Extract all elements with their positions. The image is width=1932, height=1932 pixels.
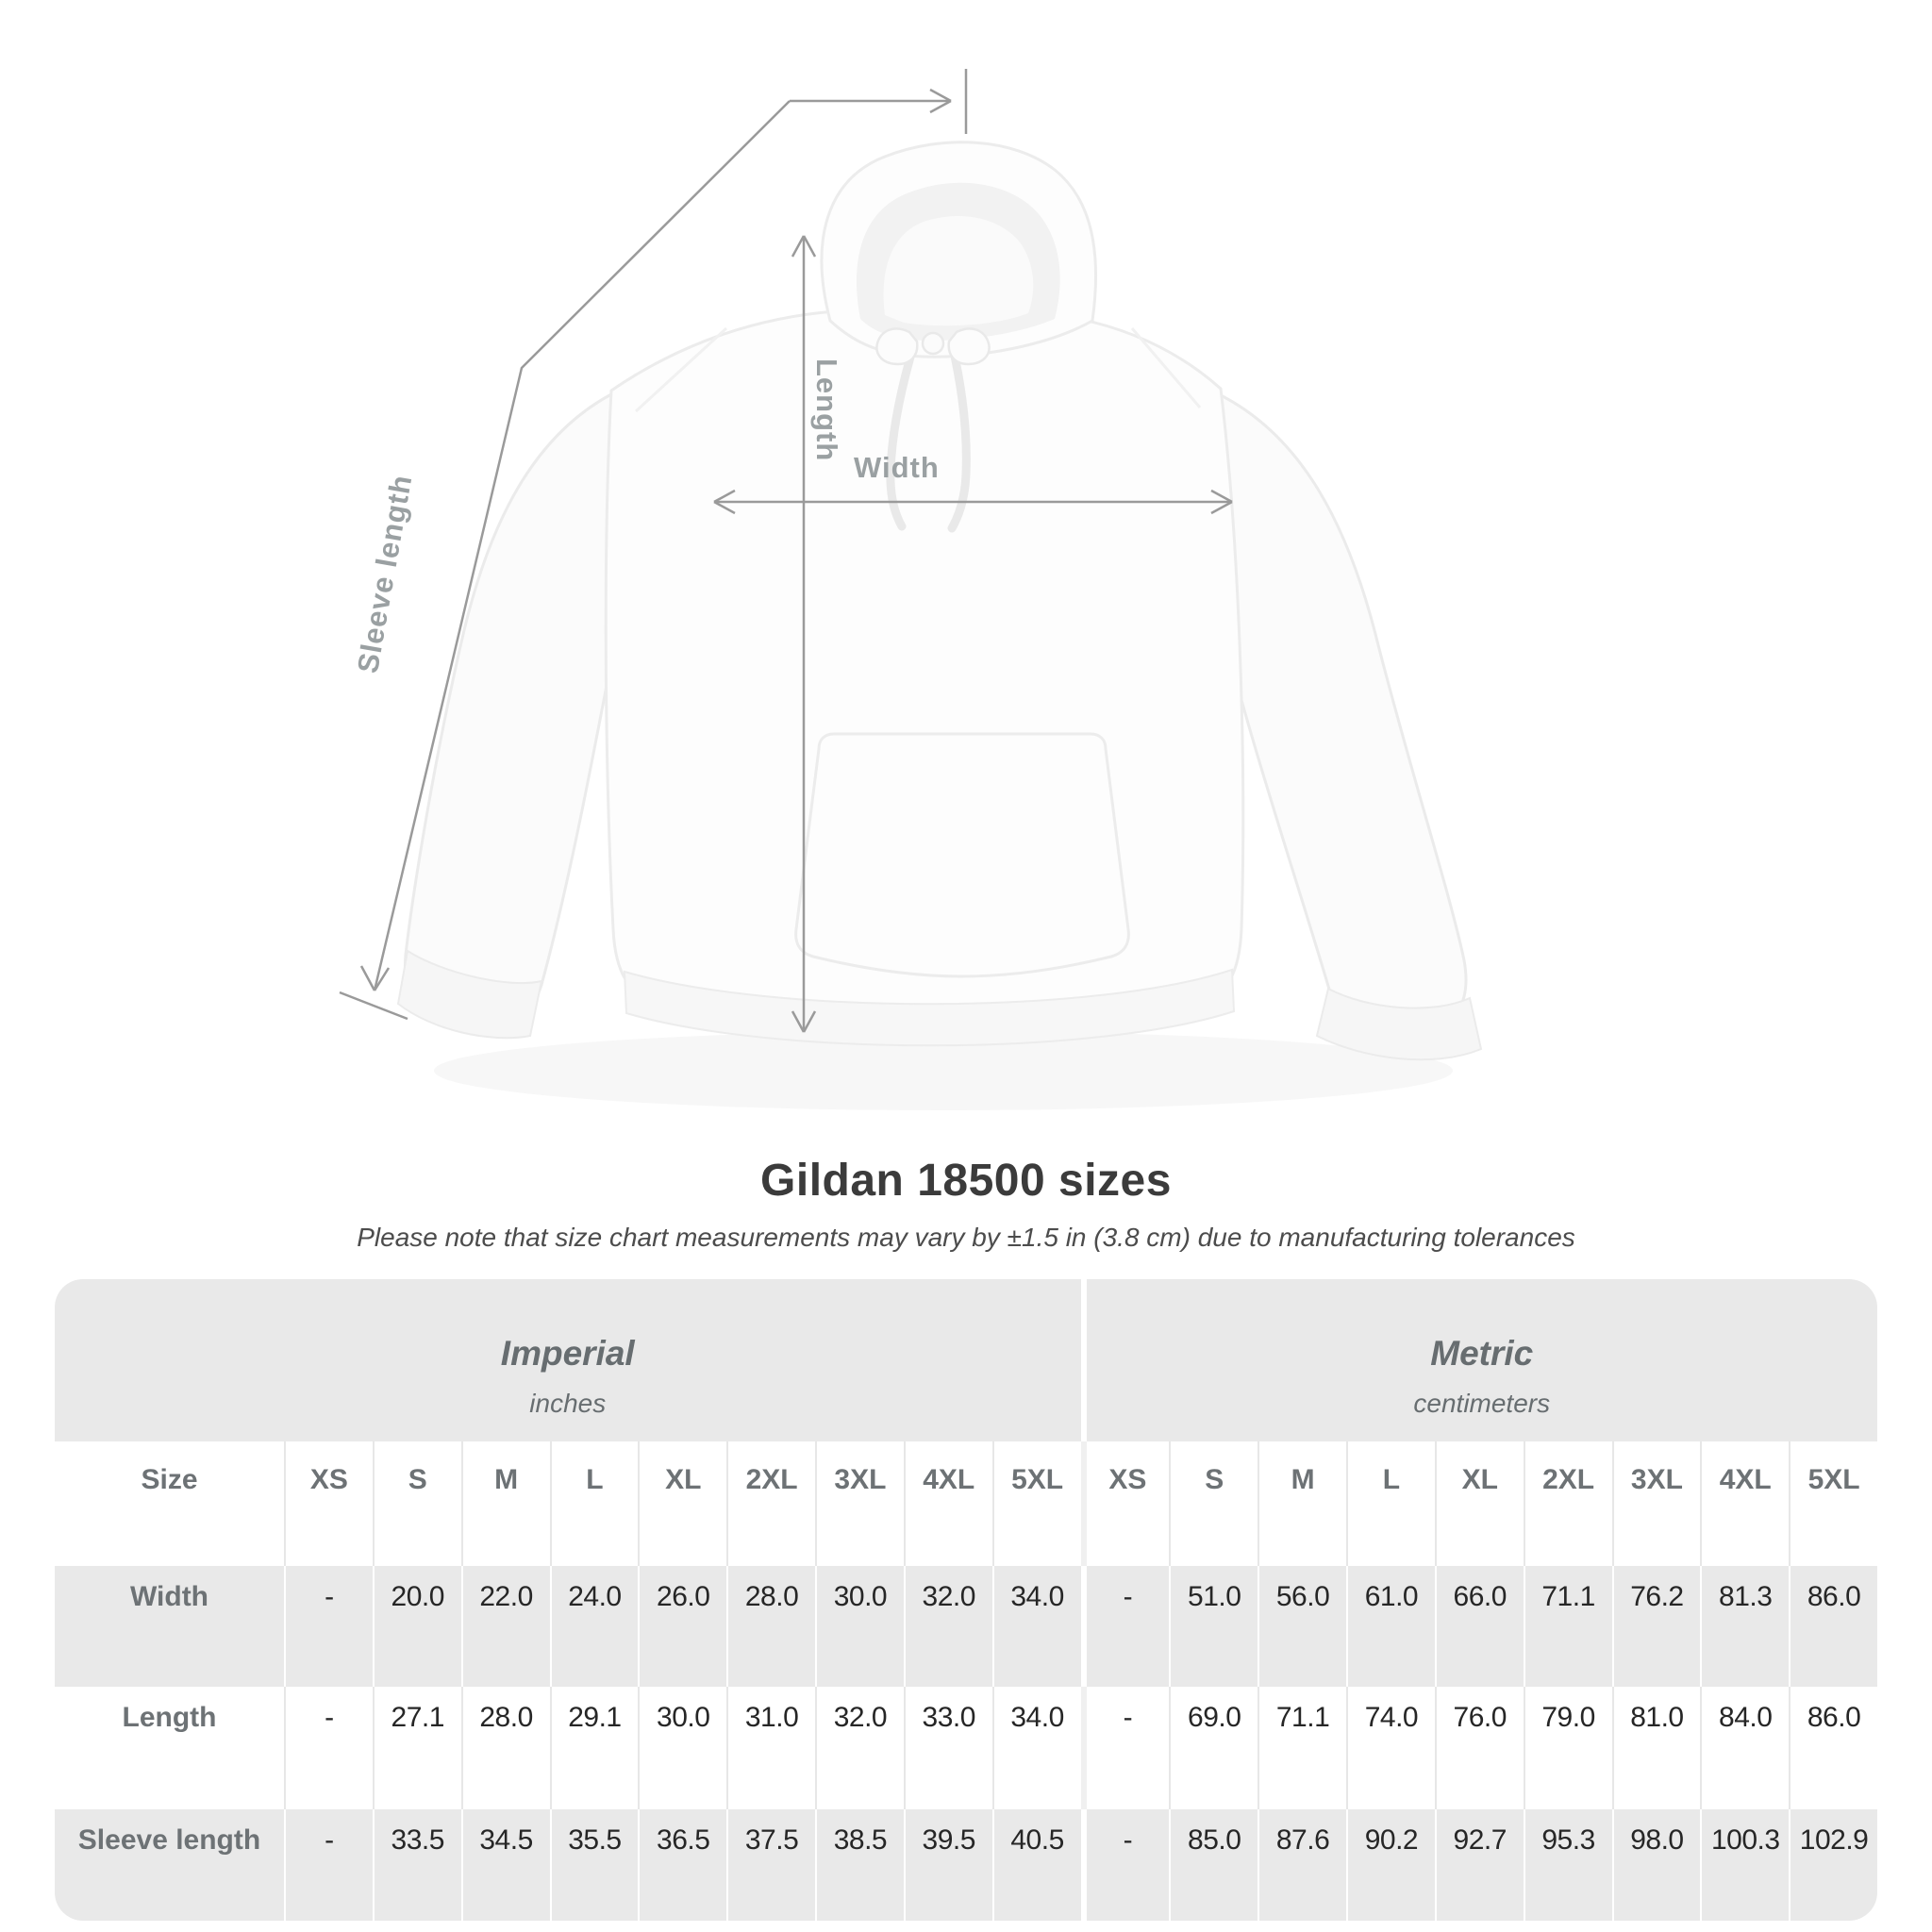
value-cell: 31.0 [726, 1687, 815, 1809]
value-cell: 69.0 [1169, 1687, 1257, 1809]
bow-right-loop [949, 328, 990, 364]
size-header-cell: L [1346, 1441, 1435, 1566]
value-cell: 84.0 [1700, 1687, 1789, 1809]
value-cell: 86.0 [1789, 1566, 1877, 1687]
size-header-cell: XL [638, 1441, 726, 1566]
value-cell: 33.0 [904, 1687, 992, 1809]
size-table [55, 1279, 1877, 1921]
size-header-cell: 3XL [815, 1441, 904, 1566]
value-cell: 30.0 [815, 1566, 904, 1687]
value-cell: 26.0 [638, 1566, 726, 1687]
value-cell: 95.3 [1524, 1809, 1612, 1921]
value-cell: 28.0 [461, 1687, 550, 1809]
value-cell: 102.9 [1789, 1809, 1877, 1921]
value-cell: 22.0 [461, 1566, 550, 1687]
size-header-cell: 2XL [1524, 1441, 1612, 1566]
value-cell: 85.0 [1169, 1809, 1257, 1921]
value-cell: 29.1 [550, 1687, 639, 1809]
size-header-cell: XS [1081, 1441, 1170, 1566]
value-cell: 34.0 [992, 1566, 1081, 1687]
value-cell: 39.5 [904, 1809, 992, 1921]
value-cell: 74.0 [1346, 1687, 1435, 1809]
value-cell: 71.1 [1257, 1687, 1346, 1809]
value-cell: - [284, 1809, 373, 1921]
hoodie-right-sleeve [1209, 394, 1466, 1038]
value-cell: - [284, 1566, 373, 1687]
value-cell: - [284, 1687, 373, 1809]
metric-header [1081, 1279, 1878, 1441]
value-cell: 87.6 [1257, 1809, 1346, 1921]
row-label-sleeve-length: Sleeve length [55, 1809, 284, 1921]
value-cell: 100.3 [1700, 1809, 1789, 1921]
size-header-cell: 3XL [1612, 1441, 1701, 1566]
value-cell: 34.0 [992, 1687, 1081, 1809]
size-header-cell: 5XL [1789, 1441, 1877, 1566]
value-cell: 36.5 [638, 1809, 726, 1921]
value-cell: 56.0 [1257, 1566, 1346, 1687]
value-cell: 27.1 [373, 1687, 461, 1809]
size-header-cell: XL [1435, 1441, 1524, 1566]
value-cell: 40.5 [992, 1809, 1081, 1921]
size-column-header: Size [55, 1441, 284, 1566]
page-title: Gildan 18500 sizes [760, 1156, 1172, 1206]
bow-knot [923, 333, 943, 354]
imperial-unit: inches [529, 1389, 607, 1418]
value-cell: 24.0 [550, 1566, 639, 1687]
imperial-title: Imperial [500, 1334, 635, 1373]
value-cell: 30.0 [638, 1687, 726, 1809]
value-cell: 90.2 [1346, 1809, 1435, 1921]
size-header-cell: S [1169, 1441, 1257, 1566]
value-cell: 81.3 [1700, 1566, 1789, 1687]
size-header-cell: M [1257, 1441, 1346, 1566]
value-cell: 76.2 [1612, 1566, 1701, 1687]
hoodie-left-sleeve [405, 394, 623, 1031]
value-cell: - [1081, 1687, 1170, 1809]
width-label: Width [854, 451, 940, 484]
bow-left-loop [876, 328, 917, 364]
size-header-cell: 2XL [726, 1441, 815, 1566]
value-cell: 32.0 [815, 1687, 904, 1809]
hoodie-pocket [796, 734, 1129, 976]
value-cell: 51.0 [1169, 1566, 1257, 1687]
value-cell: 34.5 [461, 1809, 550, 1921]
value-cell: 92.7 [1435, 1809, 1524, 1921]
value-cell: 33.5 [373, 1809, 461, 1921]
metric-title: Metric [1430, 1334, 1534, 1373]
row-label-width: Width [55, 1566, 284, 1687]
value-cell: 35.5 [550, 1809, 639, 1921]
sleeve-length-label: Sleeve length [351, 472, 419, 676]
size-header-cell: 4XL [904, 1441, 992, 1566]
value-cell: 86.0 [1789, 1687, 1877, 1809]
size-header-cell: 5XL [992, 1441, 1081, 1566]
size-header-cell: L [550, 1441, 639, 1566]
length-label: Length [810, 358, 843, 462]
value-cell: - [1081, 1809, 1170, 1921]
value-cell: 20.0 [373, 1566, 461, 1687]
size-header-cell: XS [284, 1441, 373, 1566]
size-header-cell: 4XL [1700, 1441, 1789, 1566]
value-cell: 28.0 [726, 1566, 815, 1687]
size-header-cell: M [461, 1441, 550, 1566]
row-label-length: Length [55, 1687, 284, 1809]
value-cell: - [1081, 1566, 1170, 1687]
metric-unit: centimeters [1413, 1389, 1551, 1418]
imperial-header [55, 1279, 1081, 1441]
value-cell: 66.0 [1435, 1566, 1524, 1687]
value-cell: 76.0 [1435, 1687, 1524, 1809]
value-cell: 81.0 [1612, 1687, 1701, 1809]
value-cell: 61.0 [1346, 1566, 1435, 1687]
value-cell: 79.0 [1524, 1687, 1612, 1809]
value-cell: 37.5 [726, 1809, 815, 1921]
size-header-cell: S [373, 1441, 461, 1566]
value-cell: 38.5 [815, 1809, 904, 1921]
value-cell: 32.0 [904, 1566, 992, 1687]
page-subtitle: Please note that size chart measurements may vary by ±1.5 in (3.8 cm) due to manufacturing tolerances [357, 1223, 1575, 1252]
value-cell: 71.1 [1524, 1566, 1612, 1687]
value-cell: 98.0 [1612, 1809, 1701, 1921]
